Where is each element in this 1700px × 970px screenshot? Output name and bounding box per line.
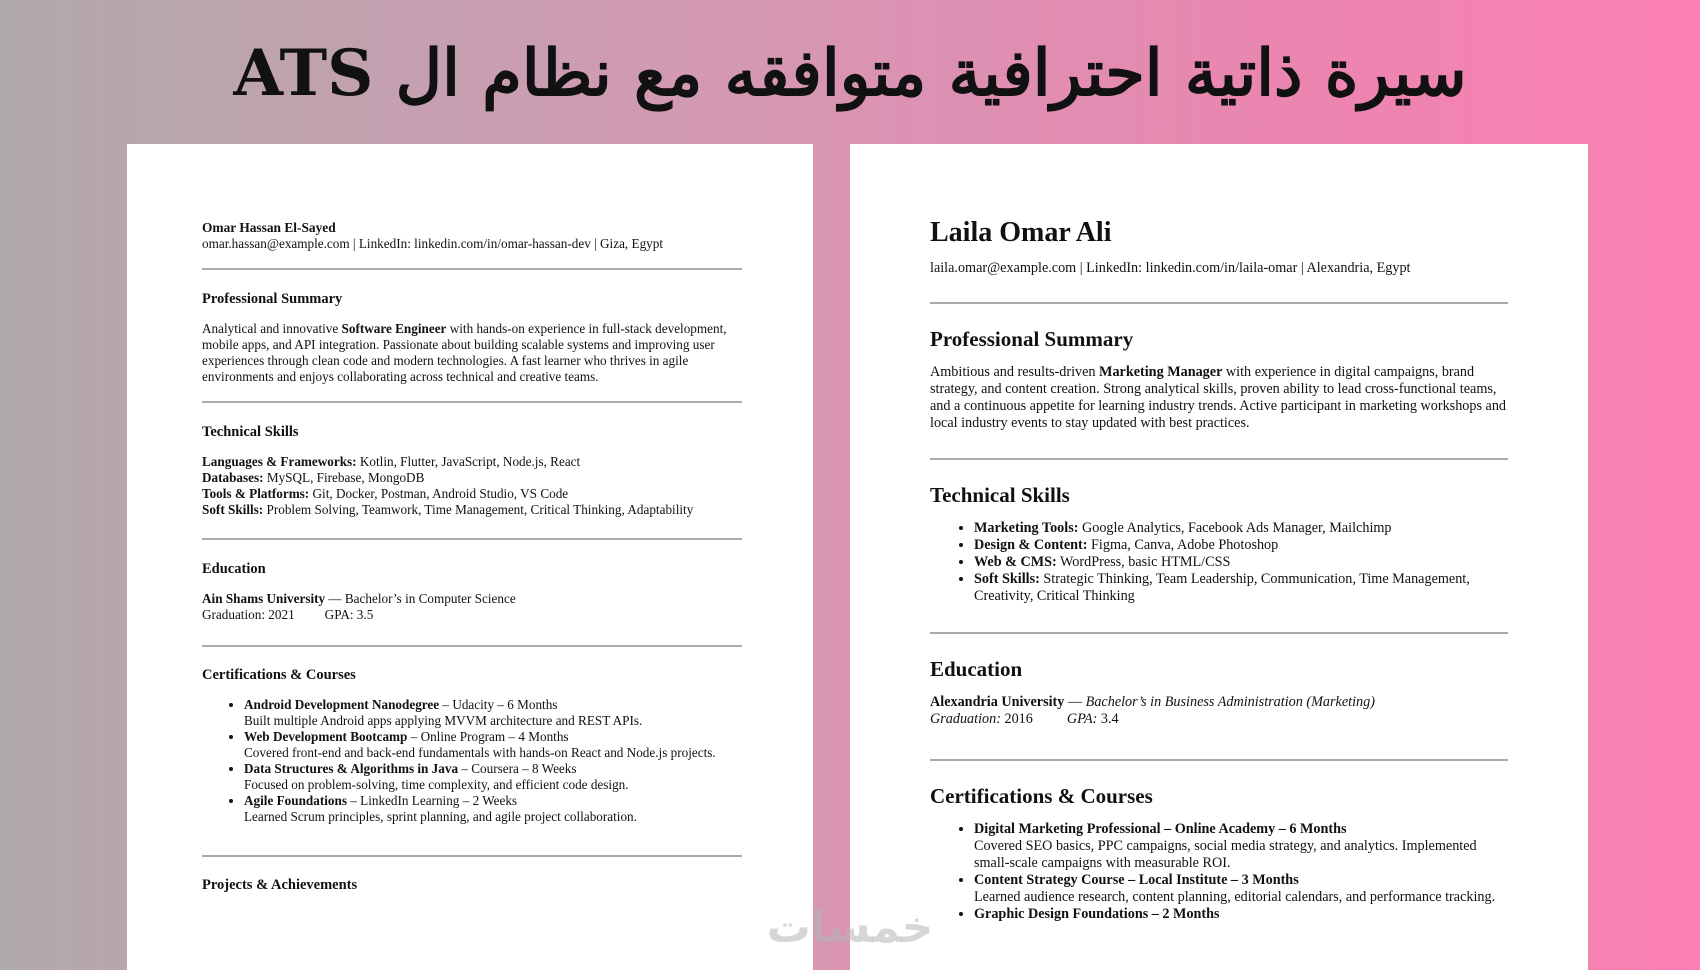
skills-list xyxy=(930,520,1508,605)
list-item: • Web & CMS: WordPress, basic HTML/CSS xyxy=(974,554,1508,571)
resume-left-content xyxy=(202,220,742,893)
banner-title: سيرة ذاتية احترافية متوافقه مع نظام ال ATS xyxy=(233,36,1467,111)
summary-text: Analytical and innovative Software Engineer with hands-on experience in full-stack development, mobile apps, and API integration. Passionate about building scalable systems and improving user experiences through clean code and modern technologies. A fast learner who thrives in agile environments and enjoys collaborating across technical and creative teams. xyxy=(202,321,727,384)
candidate-name: Laila Omar Ali xyxy=(930,217,1112,248)
section-heading-summary: Professional Summary xyxy=(202,291,343,307)
section-heading-certifications: Certifications & Courses xyxy=(930,784,1153,808)
candidate-name: Omar Hassan El-Sayed xyxy=(202,220,336,235)
list-item: • Graphic Design Foundations – 2 Months xyxy=(974,906,1508,923)
certifications-list xyxy=(202,697,742,825)
list-item: • Design & Content: Figma, Canva, Adobe Photoshop xyxy=(974,537,1508,554)
section-heading-education: Education xyxy=(930,657,1023,681)
resume-page-right xyxy=(850,144,1588,970)
list-item: • Agile Foundations – LinkedIn Learning – 2 Weeks Learned Scrum principles, sprint planning, and agile project collaboration. xyxy=(244,793,742,825)
list-item: • Data Structures & Algorithms in Java – Coursera – 8 Weeks Focused on problem-solving, time complexity, and efficient code design. xyxy=(244,761,742,793)
contact-line: laila.omar@example.com | LinkedIn: linkedin.com/in/laila-omar | Alexandria, Egypt xyxy=(930,260,1411,276)
skill-line: Tools & Platforms: Git, Docker, Postman, Android Studio, VS Code xyxy=(202,486,569,501)
education-entry: Alexandria University — Bachelor’s in Business Administration (Marketing) xyxy=(930,694,1375,710)
skills-list xyxy=(202,454,742,518)
section-heading-projects: Projects & Achievements xyxy=(202,877,358,893)
section-heading-skills: Technical Skills xyxy=(202,424,299,440)
skill-line: Languages & Frameworks: Kotlin, Flutter, JavaScript, Node.js, React xyxy=(202,454,581,469)
education-entry: Ain Shams University — Bachelor’s in Computer Science xyxy=(202,591,516,606)
list-item: • Content Strategy Course – Local Institute – 3 Months Learned audience research, content planning, editorial calendars, and performance tracking. xyxy=(974,872,1508,906)
watermark-logo: خمسات xyxy=(766,902,934,953)
skill-line: Soft Skills: Problem Solving, Teamwork, Time Management, Critical Thinking, Adaptability xyxy=(202,502,694,517)
list-item: • Soft Skills: Strategic Thinking, Team Leadership, Communication, Time Management, Creativity, Critical Thinking xyxy=(974,571,1508,605)
section-heading-summary: Professional Summary xyxy=(930,327,1134,351)
certifications-list xyxy=(930,821,1508,923)
education-details: Graduation: 2016 GPA: 3.4 xyxy=(930,711,1119,727)
skill-line: Databases: MySQL, Firebase, MongoDB xyxy=(202,470,425,485)
resume-page-left xyxy=(127,144,813,970)
resume-right-content xyxy=(930,216,1508,923)
section-heading-certifications: Certifications & Courses xyxy=(202,667,356,683)
list-item: • Web Development Bootcamp – Online Program – 4 Months Covered front-end and back-end fundamentals with hands-on React and Node.js projects. xyxy=(244,729,742,761)
list-item: • Android Development Nanodegree – Udacity – 6 Months Built multiple Android apps applying MVVM architecture and REST APIs. xyxy=(244,697,742,729)
list-item: • Marketing Tools: Google Analytics, Facebook Ads Manager, Mailchimp xyxy=(974,520,1508,537)
section-heading-education: Education xyxy=(202,561,266,577)
summary-text: Ambitious and results-driven Marketing Manager with experience in digital campaigns, brand strategy, and content creation. Strong analytical skills, proven ability to lead cross-functional teams, and a continuous appetite for learning industry trends. Active participant in marketing workshops and local industry events to stay updated with best practices. xyxy=(930,364,1507,431)
list-item: • Digital Marketing Professional – Online Academy – 6 Months Covered SEO basics, PPC campaigns, social media strategy, and analytics. Implemented small-scale campaigns with measurable ROI. xyxy=(974,821,1508,872)
education-details: Graduation: 2021 GPA: 3.5 xyxy=(202,607,374,622)
section-heading-skills: Technical Skills xyxy=(930,483,1070,507)
contact-line: omar.hassan@example.com | LinkedIn: linkedin.com/in/omar-hassan-dev | Giza, Egypt xyxy=(202,236,664,251)
